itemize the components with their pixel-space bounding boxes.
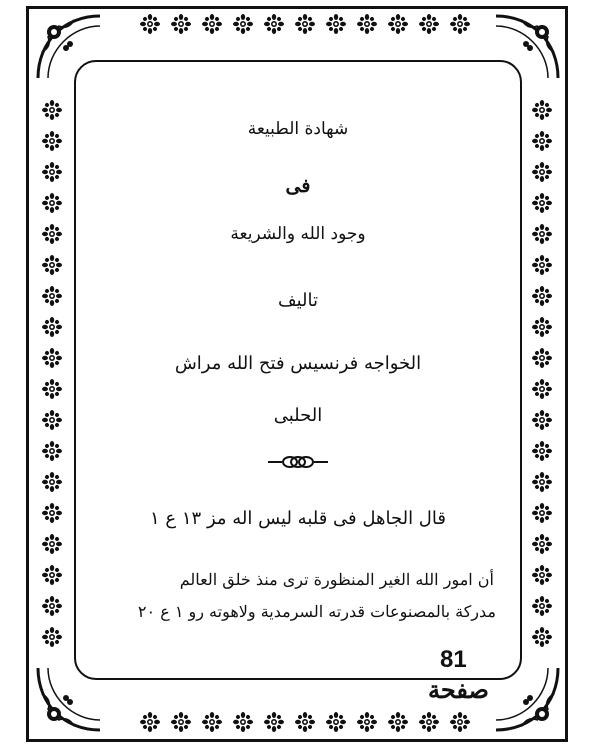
rosette-icon [42, 503, 62, 523]
rosette-icon [532, 286, 552, 306]
page-number: 81 [440, 646, 467, 673]
rosette-icon [532, 100, 552, 120]
author-name: الخواجه فرنسيس فتح الله مراش [174, 353, 422, 374]
rosette-icon [532, 534, 552, 554]
rosette-icon [532, 410, 552, 430]
title-connector: فى [285, 175, 311, 197]
rosette-icon [532, 565, 552, 585]
author-nisba: الحلبى [273, 405, 323, 426]
rosette-icon [532, 193, 552, 213]
rosette-icon [42, 627, 62, 647]
rosette-icon [42, 286, 62, 306]
rosette-icon [532, 596, 552, 616]
quote-intro: قال الجاهل فى قلبه ليس اله مز ١٣ ع ١ [150, 508, 446, 529]
rosette-icon [532, 503, 552, 523]
rosette-icon [532, 224, 552, 244]
body-line-1: أن امور الله الغير المنظورة ترى منذ خلق العالم [179, 570, 494, 589]
book-subject: وجود الله والشريعة [230, 224, 366, 244]
rosette-icon [42, 131, 62, 151]
rosette-icon [532, 255, 552, 275]
rosette-icon [532, 627, 552, 647]
page-label: صفحة [428, 677, 489, 704]
rosette-icon [532, 317, 552, 337]
rosette-icon [42, 317, 62, 337]
rosette-icon [42, 348, 62, 368]
rosette-icon [42, 100, 62, 120]
rosette-icon [42, 379, 62, 399]
book-title: شهادة الطبيعة [247, 119, 349, 139]
rosette-icon [42, 441, 62, 461]
rosette-icon [42, 410, 62, 430]
rosette-icon [42, 193, 62, 213]
rosette-icon [532, 162, 552, 182]
rosette-icon [532, 131, 552, 151]
rosette-icon [42, 472, 62, 492]
rosette-icon [42, 565, 62, 585]
rosette-icon [532, 472, 552, 492]
rosette-icon [532, 348, 552, 368]
rosette-icon [42, 255, 62, 275]
divider-flourish-icon [74, 454, 522, 474]
rosette-icon [42, 224, 62, 244]
body-line-2: مدركة بالمصنوعات قدرته السرمدية ولاهوته رو ١ ع ٢٠ [137, 602, 496, 621]
rosette-icon [532, 441, 552, 461]
rosette-icon [42, 534, 62, 554]
title-page-text [74, 0, 522, 750]
rosette-icon [532, 379, 552, 399]
rosette-icon [42, 162, 62, 182]
authorship-label: تاليف [277, 290, 319, 311]
